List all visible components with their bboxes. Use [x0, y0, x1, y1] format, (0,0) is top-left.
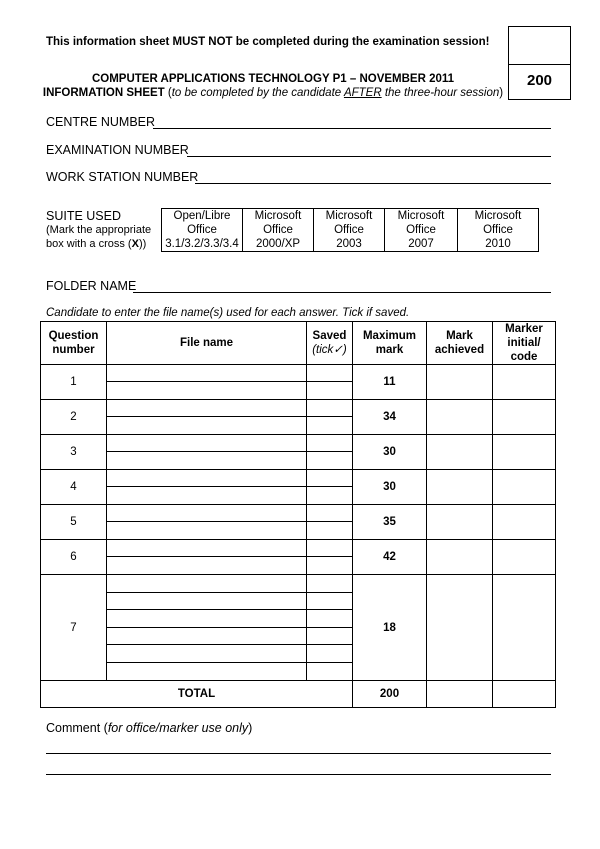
comment-label	[46, 721, 252, 735]
suite-option-line3: 2007	[408, 238, 434, 250]
saved-slot[interactable]	[307, 435, 352, 452]
file-name-slot[interactable]	[107, 505, 306, 522]
total-maximum: 200	[353, 681, 427, 708]
exam-number-label: EXAMINATION NUMBER	[46, 143, 189, 157]
file-name-slot[interactable]	[107, 470, 306, 487]
total-row	[41, 681, 556, 708]
folder-name-label: FOLDER NAME	[46, 279, 137, 293]
question-number: 5	[41, 505, 107, 540]
title-line-1: COMPUTER APPLICATIONS TECHNOLOGY P1 – NOVEMBER 2011	[91, 73, 455, 85]
maximum-mark: 30	[353, 435, 427, 470]
file-name-cell[interactable]	[107, 435, 307, 470]
comment-close: )	[248, 721, 253, 735]
header-text: code	[510, 351, 538, 363]
marker-code-cell[interactable]	[493, 540, 556, 575]
saved-cell[interactable]	[307, 435, 353, 470]
header-text: Maximum	[362, 330, 417, 342]
comment-line-1[interactable]	[46, 753, 551, 754]
exam-number-field[interactable]	[187, 156, 551, 157]
header-mark-achieved	[427, 322, 493, 365]
maximum-mark: 18	[353, 575, 427, 681]
header-file-name	[107, 322, 307, 365]
saved-cell[interactable]	[307, 470, 353, 505]
suite-option-line1: Microsoft	[325, 210, 373, 222]
suite-option-line3: 2000/XP	[255, 238, 301, 250]
saved-slot[interactable]	[307, 522, 352, 539]
header-text: Saved	[312, 330, 347, 342]
file-name-slot[interactable]	[107, 382, 306, 399]
paper-total-number: 200	[526, 72, 553, 89]
maximum-mark: 35	[353, 505, 427, 540]
suite-instruction-2	[46, 238, 146, 250]
saved-cell[interactable]	[307, 540, 353, 575]
saved-cell[interactable]	[307, 400, 353, 435]
suite-option-line1: Microsoft	[397, 210, 445, 222]
marker-code-cell[interactable]	[493, 505, 556, 540]
file-name-slot[interactable]	[107, 575, 306, 593]
file-name-cell[interactable]	[107, 400, 307, 435]
suite-option-line2: Office	[406, 224, 436, 236]
suite-instruction-2a: box with a cross (	[46, 238, 132, 250]
suite-option-openoffice[interactable]	[162, 209, 243, 252]
file-name-slot[interactable]	[107, 540, 306, 557]
header-text: (tick✓)	[312, 344, 347, 356]
comment-text: Comment (	[46, 721, 108, 735]
saved-slot[interactable]	[307, 540, 352, 557]
marker-code-cell[interactable]	[493, 400, 556, 435]
file-name-slot[interactable]	[107, 435, 306, 452]
saved-slot[interactable]	[307, 417, 352, 434]
suite-instruction-1: (Mark the appropriate	[46, 224, 152, 236]
saved-slot[interactable]	[307, 365, 352, 382]
marker-code-cell[interactable]	[493, 435, 556, 470]
header-text: Marker	[505, 323, 543, 335]
title-line-2	[40, 87, 506, 99]
marker-code-cell[interactable]	[493, 575, 556, 681]
saved-slot[interactable]	[307, 557, 352, 574]
suite-option-line1: Open/Libre	[173, 210, 231, 222]
file-name-slot[interactable]	[107, 400, 306, 417]
file-name-slot[interactable]	[107, 417, 306, 434]
header-saved	[307, 322, 353, 365]
header-text: Mark	[446, 330, 473, 342]
file-name-slot[interactable]	[107, 645, 306, 663]
header-marker-code	[493, 322, 556, 365]
maximum-mark: 34	[353, 400, 427, 435]
saved-slot[interactable]	[307, 470, 352, 487]
folder-name-field[interactable]	[133, 292, 551, 293]
suite-option-line3: 2010	[485, 238, 511, 250]
suite-option-line2: Office	[263, 224, 293, 236]
header-text: mark	[375, 344, 404, 356]
saved-slot[interactable]	[307, 610, 352, 628]
table-row	[41, 435, 556, 470]
header-text: achieved	[434, 344, 485, 356]
file-name-cell[interactable]	[107, 365, 307, 400]
suite-option-office-2007[interactable]	[385, 209, 458, 252]
file-name-slot[interactable]	[107, 628, 306, 646]
paren-close: )	[499, 87, 504, 99]
header-question-number	[41, 322, 107, 365]
file-name-slot[interactable]	[107, 365, 306, 382]
saved-slot[interactable]	[307, 505, 352, 522]
suite-option-line1: Microsoft	[474, 210, 522, 222]
maximum-mark: 11	[353, 365, 427, 400]
saved-slot[interactable]	[307, 452, 352, 469]
saved-slot[interactable]	[307, 487, 352, 504]
file-name-slot[interactable]	[107, 593, 306, 611]
suite-instruction-2b: ))	[138, 238, 147, 250]
file-name-slot[interactable]	[107, 610, 306, 628]
paper-total-box	[508, 26, 571, 100]
file-name-cell[interactable]	[107, 540, 307, 575]
file-name-slot[interactable]	[107, 522, 306, 539]
box-divider	[509, 64, 570, 65]
question-number: 3	[41, 435, 107, 470]
table-row	[41, 365, 556, 400]
mark-achieved-cell[interactable]	[427, 365, 493, 400]
saved-slot[interactable]	[307, 382, 352, 399]
header-text: Question	[48, 330, 99, 342]
file-name-slot[interactable]	[107, 452, 306, 469]
table-row	[41, 470, 556, 505]
cross-mark: X	[131, 238, 139, 250]
warning-text: This information sheet MUST NOT be completed during the examination session!	[46, 36, 490, 48]
file-name-cell[interactable]	[107, 470, 307, 505]
suite-option-office-2003[interactable]	[314, 209, 385, 252]
mark-achieved-cell[interactable]	[427, 575, 493, 681]
question-number: 1	[41, 365, 107, 400]
mark-achieved-cell[interactable]	[427, 435, 493, 470]
title-note: to be completed by the candidate	[171, 87, 344, 99]
saved-slot[interactable]	[307, 575, 352, 593]
suite-option-line2: Office	[187, 224, 217, 236]
marker-code-cell[interactable]	[493, 365, 556, 400]
question-number: 7	[41, 575, 107, 681]
title-note-after: AFTER	[343, 87, 382, 99]
mark-achieved-cell[interactable]	[427, 400, 493, 435]
suite-option-office-2010[interactable]	[458, 209, 539, 252]
answers-table	[40, 321, 556, 708]
question-number: 6	[41, 540, 107, 575]
info-sheet-title: INFORMATION SHEET	[42, 87, 165, 99]
file-name-slot[interactable]	[107, 663, 306, 681]
comment-note: for office/marker use only	[107, 721, 249, 735]
file-name-cell[interactable]	[107, 575, 307, 681]
marker-code-cell[interactable]	[493, 470, 556, 505]
mark-achieved-cell[interactable]	[427, 540, 493, 575]
suite-option-line1: Microsoft	[254, 210, 302, 222]
question-number: 4	[41, 470, 107, 505]
workstation-number-label: WORK STATION NUMBER	[46, 170, 199, 184]
table-row	[41, 505, 556, 540]
suite-options-table	[161, 208, 539, 252]
saved-slot[interactable]	[307, 400, 352, 417]
centre-number-label: CENTRE NUMBER	[46, 115, 156, 129]
suite-option-line3: 2003	[336, 238, 362, 250]
table-row	[41, 400, 556, 435]
workstation-number-field[interactable]	[195, 183, 551, 184]
suite-option-line2: Office	[334, 224, 364, 236]
file-name-slot[interactable]	[107, 487, 306, 504]
maximum-mark: 30	[353, 470, 427, 505]
table-row	[41, 540, 556, 575]
saved-slot[interactable]	[307, 645, 352, 663]
total-achieved-cell[interactable]	[427, 681, 493, 708]
saved-cell[interactable]	[307, 505, 353, 540]
file-instruction: Candidate to enter the file name(s) used for each answer. Tick if saved.	[46, 307, 410, 319]
header-text: number	[52, 344, 95, 356]
maximum-mark: 42	[353, 540, 427, 575]
suite-option-line3: 3.1/3.2/3.3/3.4	[165, 238, 239, 250]
mark-achieved-cell[interactable]	[427, 505, 493, 540]
saved-cell[interactable]	[307, 575, 353, 681]
suite-used-label: SUITE USED	[46, 209, 122, 223]
mark-achieved-cell[interactable]	[427, 470, 493, 505]
centre-number-field[interactable]	[153, 128, 551, 129]
total-marker-cell[interactable]	[493, 681, 556, 708]
saved-slot[interactable]	[307, 663, 352, 681]
file-name-slot[interactable]	[107, 557, 306, 574]
header-text: initial/	[507, 337, 541, 349]
suite-option-office-2000[interactable]	[243, 209, 314, 252]
saved-slot[interactable]	[307, 628, 352, 646]
header-maximum-mark	[353, 322, 427, 365]
title-note-end: the three-hour session	[381, 87, 500, 99]
header-text: File name	[179, 337, 234, 349]
question-number: 2	[41, 400, 107, 435]
suite-option-line2: Office	[483, 224, 513, 236]
file-name-cell[interactable]	[107, 505, 307, 540]
paren-open: (	[164, 87, 172, 99]
comment-line-2[interactable]	[46, 774, 551, 775]
saved-cell[interactable]	[307, 365, 353, 400]
saved-slot[interactable]	[307, 593, 352, 611]
total-label: TOTAL	[41, 681, 353, 708]
table-row	[41, 575, 556, 681]
